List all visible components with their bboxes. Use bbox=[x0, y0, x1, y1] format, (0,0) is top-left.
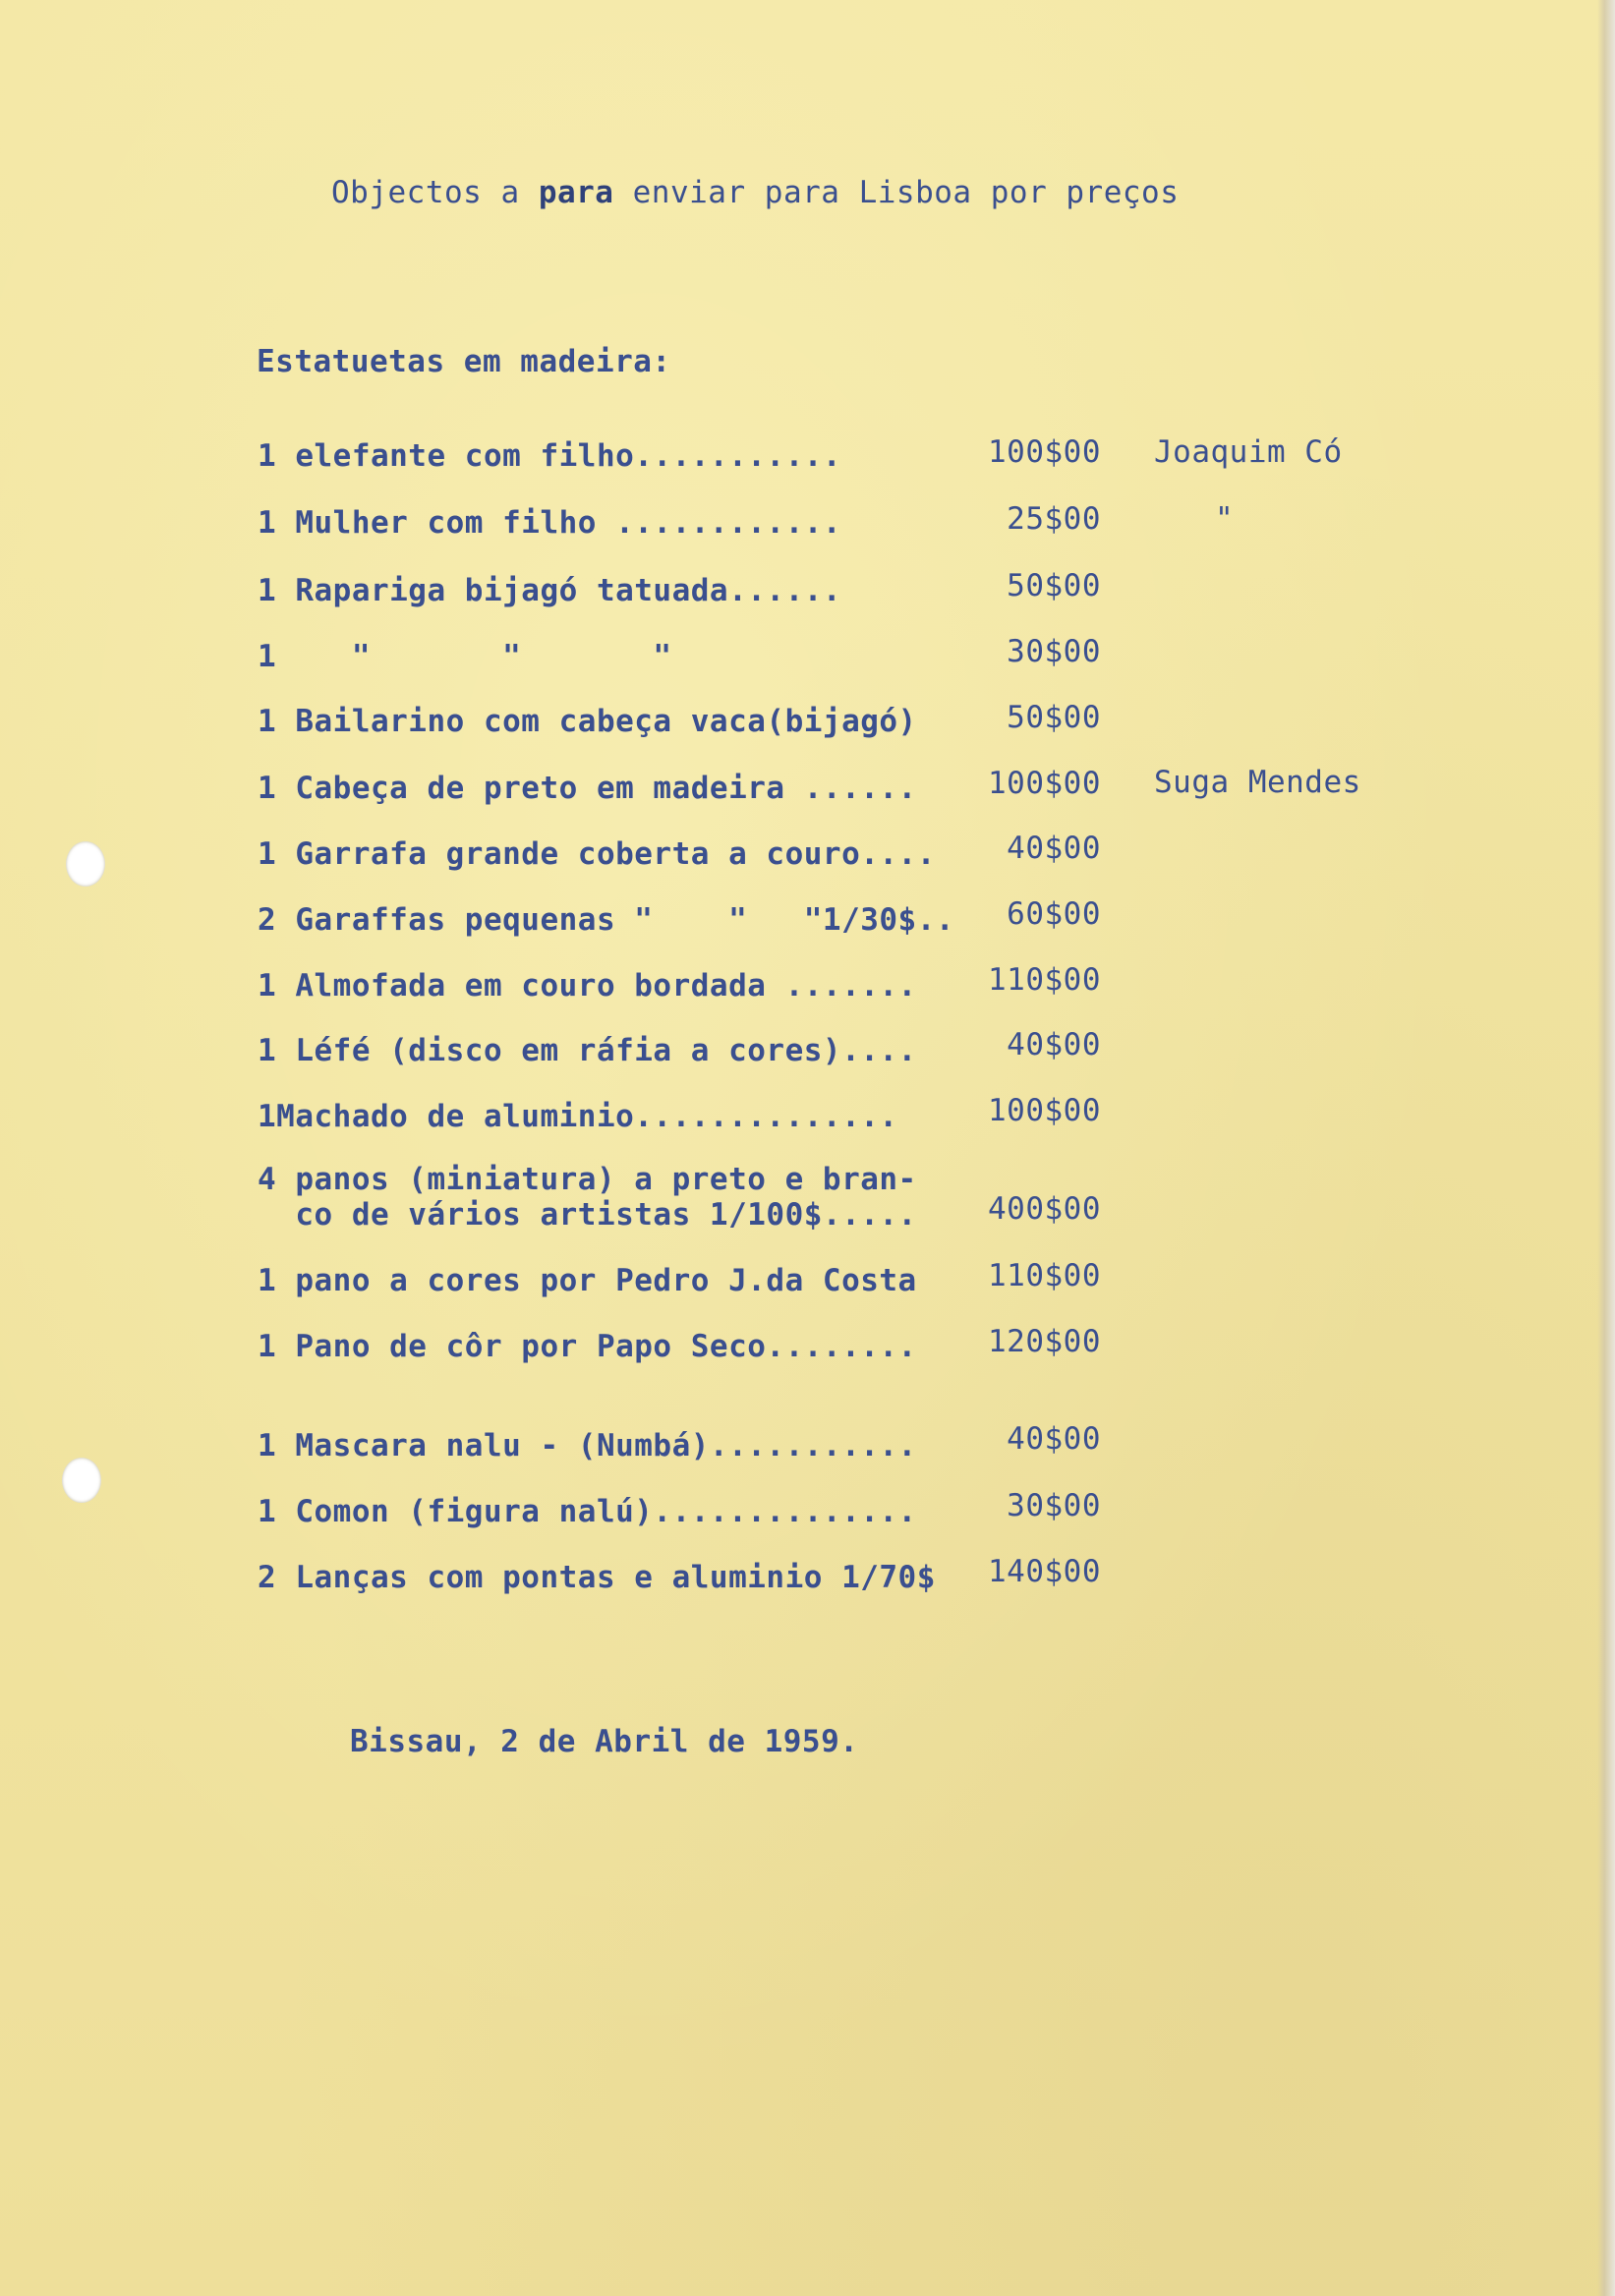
item-description: 1 Comon (figura nalú).............. bbox=[258, 1494, 917, 1529]
item-description: 1 Bailarino com cabeça vaca(bijagó) bbox=[258, 704, 917, 739]
item-price: 40$00 bbox=[1007, 1027, 1101, 1062]
punch-hole-upper bbox=[66, 841, 105, 887]
item-description: 1 pano a cores por Pedro J.da Costa bbox=[258, 1263, 917, 1298]
item-price: 25$00 bbox=[1007, 501, 1101, 537]
item-description: 1 Almofada em couro bordada ....... bbox=[258, 968, 917, 1004]
item-description: 4 panos (miniatura) a preto e bran- co de vários artistas 1/100$..... bbox=[258, 1162, 917, 1233]
item-artist: Joaquim Có bbox=[1154, 434, 1343, 470]
place-date-footer: Bissau, 2 de Abril de 1959. bbox=[350, 1724, 859, 1759]
item-description: 1 Mascara nalu - (Numbá)........... bbox=[258, 1428, 917, 1464]
item-description: 2 Lanças com pontas e aluminio 1/70$ bbox=[258, 1560, 936, 1595]
item-price: 110$00 bbox=[988, 1258, 1101, 1293]
item-description: 1 Rapariga bijagó tatuada...... bbox=[258, 573, 842, 608]
item-price: 60$00 bbox=[1007, 896, 1101, 932]
item-artist: Suga Mendes bbox=[1154, 765, 1361, 800]
struck-word: para bbox=[538, 175, 614, 210]
document-title: Objectos a para enviar para Lisboa por preços bbox=[331, 175, 1180, 210]
punch-hole-lower bbox=[62, 1458, 101, 1503]
item-price: 110$00 bbox=[988, 962, 1101, 998]
item-description: 1 elefante com filho........... bbox=[258, 438, 842, 474]
item-description: 1 Cabeça de preto em madeira ...... bbox=[258, 771, 917, 806]
item-price: 30$00 bbox=[1007, 1488, 1101, 1523]
item-description: 2 Garaffas pequenas " " "1/30$.. bbox=[258, 902, 955, 938]
item-description: 1 " " " bbox=[258, 639, 672, 674]
item-description: 1 Pano de côr por Papo Seco........ bbox=[258, 1329, 917, 1364]
item-price: 50$00 bbox=[1007, 568, 1101, 603]
item-price: 40$00 bbox=[1007, 1421, 1101, 1457]
item-price: 140$00 bbox=[988, 1554, 1101, 1589]
item-description: 1 Léfé (disco em ráfia a cores).... bbox=[258, 1033, 917, 1068]
item-price: 120$00 bbox=[988, 1324, 1101, 1359]
item-price: 400$00 bbox=[988, 1191, 1101, 1227]
item-description: 1 Mulher com filho ............ bbox=[258, 505, 842, 541]
item-description: 1 Garrafa grande coberta a couro.... bbox=[258, 836, 936, 872]
item-price: 100$00 bbox=[988, 1093, 1101, 1128]
item-artist: " bbox=[1215, 501, 1235, 537]
item-price: 40$00 bbox=[1007, 831, 1101, 866]
item-price: 30$00 bbox=[1007, 634, 1101, 669]
item-price: 100$00 bbox=[988, 766, 1101, 801]
item-price: 100$00 bbox=[988, 434, 1101, 470]
paper-edge bbox=[1597, 0, 1615, 2296]
item-description: 1Machado de aluminio.............. bbox=[258, 1099, 898, 1134]
item-price: 50$00 bbox=[1007, 700, 1101, 735]
section-heading: Estatuetas em madeira: bbox=[257, 344, 671, 379]
